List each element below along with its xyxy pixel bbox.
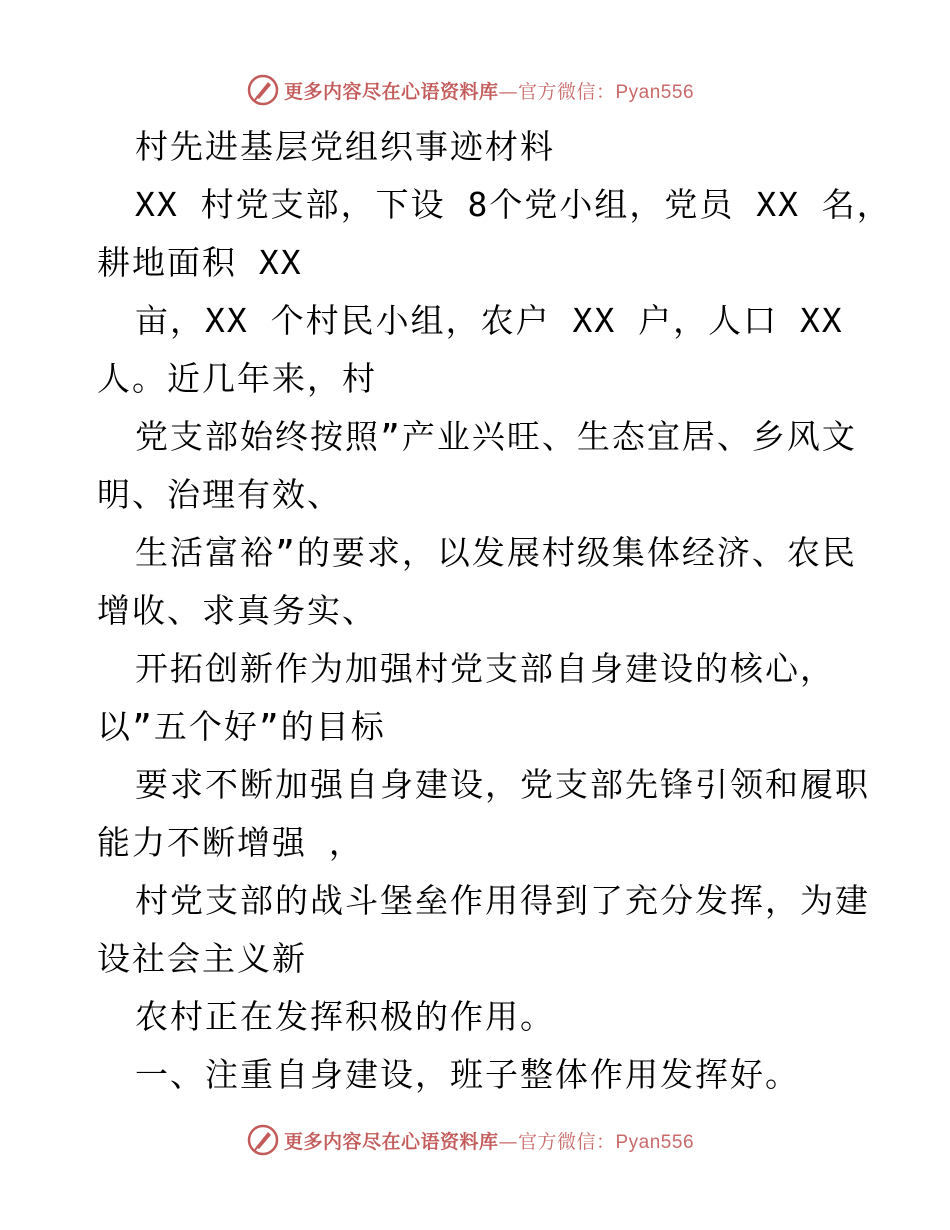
text-line: 农村正在发挥积极的作用。 xyxy=(135,997,555,1036)
text-line: 以”五个好”的目标 xyxy=(97,707,386,746)
header-watermark xyxy=(0,70,950,110)
text-line: 开拓创新作为加强村党支部自身建设的核心， xyxy=(135,649,835,688)
text-line: 增收、求真务实、 xyxy=(97,591,377,630)
watermark-main: 更多内容尽在心语资料库 xyxy=(283,1130,499,1153)
text-line: XX 村党支部，下设 8个党小组，党员 XX 名， xyxy=(135,185,892,224)
text-line: 能力不断增强 ， xyxy=(97,823,364,862)
text-line: 党支部始终按照”产业兴旺、生态宜居、乡风文 xyxy=(135,417,857,456)
document-body xyxy=(97,118,892,1104)
text-line: 明、治理有效、 xyxy=(97,475,342,514)
text-line: 一、注重自身建设，班子整体作用发挥好。 xyxy=(135,1055,800,1094)
watermark-separator: —官方微信： xyxy=(498,80,616,103)
watermark-main: 更多内容尽在心语资料库 xyxy=(283,80,499,103)
text-line: 设社会主义新 xyxy=(97,939,307,978)
watermark-text xyxy=(284,77,694,104)
text-line: 亩，XX 个村民小组，农户 XX 户，人口 XX xyxy=(135,301,844,340)
watermark-wechat-id: Pyan556 xyxy=(615,1131,695,1153)
text-line: 生活富裕”的要求，以发展村级集体经济、农民 xyxy=(135,533,857,572)
text-line: 要求不断加强自身建设，党支部先锋引领和履职 xyxy=(135,765,870,804)
watermark-separator: —官方微信： xyxy=(498,1130,616,1153)
watermark-text xyxy=(284,1127,694,1154)
text-line: 村党支部的战斗堡垒作用得到了充分发挥，为建 xyxy=(135,881,870,920)
quill-logo-icon xyxy=(246,1123,280,1157)
quill-logo-icon xyxy=(246,73,280,107)
text-line: 耕地面积 XX xyxy=(97,243,303,282)
text-line: 村先进基层党组织事迹材料 xyxy=(135,127,555,166)
watermark-wechat-id: Pyan556 xyxy=(615,81,695,103)
text-line: 人。近几年来，村 xyxy=(97,359,377,398)
footer-watermark xyxy=(0,1120,950,1160)
